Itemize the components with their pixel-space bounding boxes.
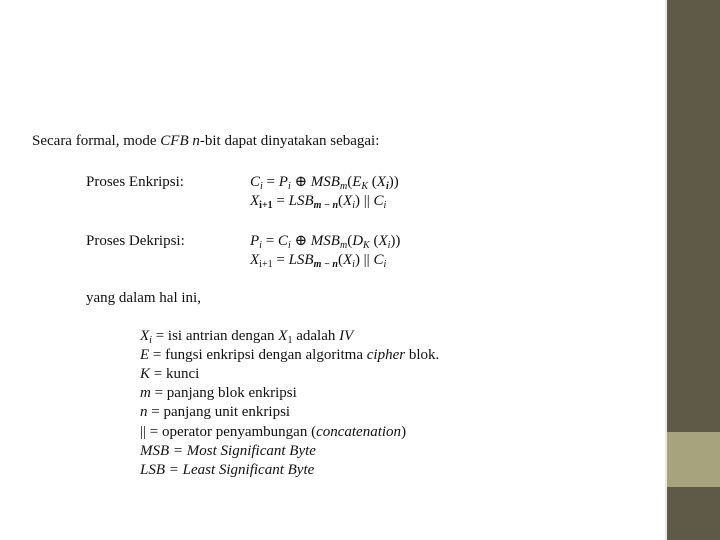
- def-symbol: K: [140, 366, 151, 382]
- eq-symbol: X: [376, 174, 386, 190]
- eq-sub: m − n: [313, 200, 339, 211]
- def-op: [140, 423, 406, 441]
- sidebar-band-top: [667, 0, 720, 432]
- eq-sub: i: [385, 181, 389, 192]
- def-symbol: X: [278, 328, 288, 344]
- eq-equals: =: [272, 193, 289, 209]
- def-text: = isi antrian dengan: [151, 328, 279, 344]
- xor-symbol: ⊕: [290, 233, 311, 249]
- eq-equals: =: [272, 252, 289, 268]
- eq-sub: i: [387, 240, 391, 251]
- eq-equals: =: [261, 233, 278, 249]
- def-symbol: m: [140, 385, 151, 401]
- eq-paren: (: [368, 174, 377, 190]
- eq-sub: i: [352, 259, 355, 270]
- sidebar-band-accent: [667, 432, 720, 487]
- eq-symbol: X: [250, 193, 260, 209]
- intro-prefix: Secara formal, mode: [32, 133, 161, 149]
- eq-sub: i: [352, 200, 355, 211]
- eq-symbol: LSB: [288, 252, 314, 268]
- def-cipher: cipher: [366, 347, 406, 363]
- eq-sub: i: [383, 259, 387, 270]
- eq-paren: (: [347, 233, 353, 249]
- eq-paren: (: [337, 252, 343, 268]
- eq-symbol: E: [352, 174, 362, 190]
- intro-suffix: -bit dapat dinyatakan sebagai:: [199, 133, 380, 149]
- concat-op: ) ||: [355, 193, 374, 209]
- eq-sub: i: [287, 240, 291, 251]
- eq-symbol: X: [378, 233, 388, 249]
- eq-equals: =: [262, 174, 279, 190]
- eq-sub: m: [339, 181, 348, 192]
- enkripsi-eq1: [250, 173, 399, 191]
- eq-symbol: C: [373, 252, 384, 268]
- def-symbol: IV: [339, 328, 354, 344]
- eq-paren: (: [347, 174, 353, 190]
- eq-sub: i: [260, 181, 263, 192]
- eq-sub: K: [361, 181, 369, 192]
- eq-paren: )): [390, 233, 401, 249]
- dekripsi-eq2: [250, 251, 386, 269]
- eq-sub: i+1: [259, 259, 273, 270]
- def-sub: i: [149, 335, 152, 346]
- def-text: adalah: [292, 328, 340, 344]
- eq-symbol: C: [373, 193, 384, 209]
- eq-sub: m: [339, 240, 348, 251]
- eq-symbol: D: [352, 233, 364, 249]
- eq-paren: )): [388, 174, 399, 190]
- def-symbol: X: [140, 328, 150, 344]
- def-xi: [140, 327, 353, 345]
- def-sub: 1: [287, 335, 293, 346]
- concat-op: ) ||: [354, 252, 374, 268]
- eq-symbol: P: [278, 174, 288, 190]
- eq-sub: m − n: [313, 259, 338, 270]
- intro-n: n: [192, 133, 200, 149]
- def-e: [140, 346, 439, 364]
- def-m: [140, 384, 297, 402]
- eq-sub: i: [259, 240, 262, 251]
- eq-symbol: X: [343, 193, 353, 209]
- def-text: || = operator penyambungan (: [140, 424, 317, 440]
- def-n: [140, 403, 290, 421]
- eq-sub: i: [287, 181, 291, 192]
- def-symbol: n: [140, 404, 148, 420]
- def-concat: concatenation: [316, 424, 402, 440]
- eq-symbol: X: [342, 252, 353, 268]
- intro-cfb: CFB: [160, 133, 189, 149]
- eq-paren: (: [338, 193, 344, 209]
- enkripsi-eq2: [250, 192, 386, 210]
- eq-symbol: P: [250, 233, 260, 249]
- def-text: = panjang unit enkripsi: [147, 404, 291, 420]
- def-text: ): [401, 424, 407, 440]
- def-text: = panjang blok enkripsi: [150, 385, 297, 401]
- dekripsi-label: Proses Dekripsi:: [86, 233, 185, 249]
- def-k: [140, 365, 199, 383]
- xor-symbol: ⊕: [290, 174, 311, 190]
- eq-symbol: LSB: [288, 193, 314, 209]
- enkripsi-label: Proses Enkripsi:: [86, 174, 184, 190]
- eq-sub: i+1: [259, 200, 273, 211]
- def-text: = fungsi enkripsi dengan algoritma: [149, 347, 367, 363]
- dekripsi-eq1: [250, 232, 400, 250]
- eq-sub: i: [383, 200, 387, 211]
- def-lsb: LSB = Least Significant Byte: [140, 462, 315, 478]
- eq-symbol: C: [250, 174, 261, 190]
- eq-symbol: MSB: [310, 233, 340, 249]
- sidebar-band-bottom: [667, 487, 720, 540]
- eq-symbol: X: [250, 252, 260, 268]
- eq-symbol: MSB: [310, 174, 340, 190]
- def-text: blok.: [405, 347, 440, 363]
- def-msb: MSB = Most Significant Byte: [140, 443, 316, 459]
- eq-paren: (: [369, 233, 379, 249]
- where-line: yang dalam hal ini,: [86, 290, 201, 306]
- intro-line: [32, 132, 379, 150]
- def-symbol: E: [140, 347, 150, 363]
- def-text: = kunci: [150, 366, 200, 382]
- eq-symbol: C: [277, 233, 288, 249]
- eq-sub: K: [363, 240, 370, 251]
